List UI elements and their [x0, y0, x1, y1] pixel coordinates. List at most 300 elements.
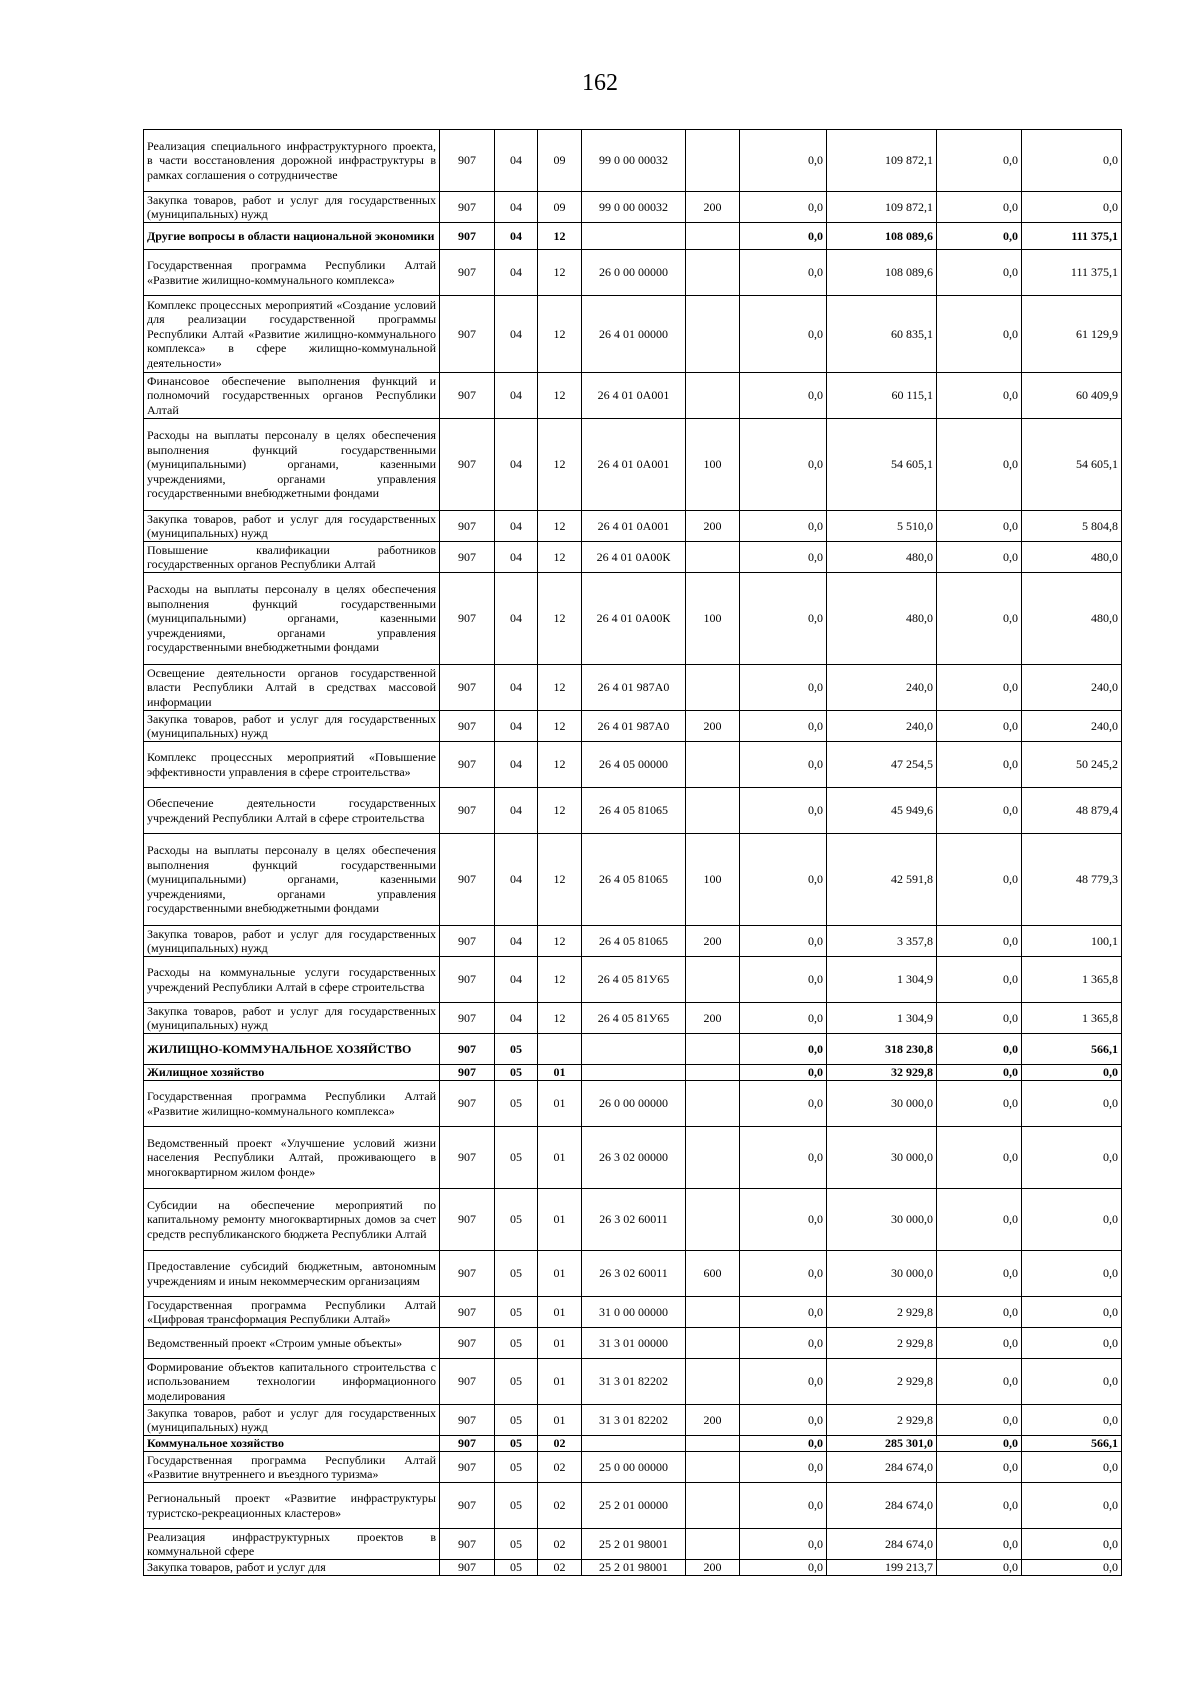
cell-sum-2: 240,0 [827, 711, 937, 742]
cell-expense-type: 200 [686, 1003, 740, 1034]
cell-sum-3: 0,0 [937, 250, 1022, 296]
cell-sum-3: 0,0 [937, 223, 1022, 250]
cell-expense-type: 600 [686, 1251, 740, 1297]
cell-ved: 907 [440, 573, 495, 665]
cell-sum-3: 0,0 [937, 1452, 1022, 1483]
cell-sum-2: 108 089,6 [827, 223, 937, 250]
cell-sum-3: 0,0 [937, 542, 1022, 573]
cell-sum-1: 0,0 [740, 1405, 827, 1436]
cell-section: 04 [495, 130, 538, 192]
cell-ved: 907 [440, 1529, 495, 1560]
cell-ved: 907 [440, 1452, 495, 1483]
cell-sum-1: 0,0 [740, 1127, 827, 1189]
cell-target-article: 26 4 05 81065 [582, 834, 686, 926]
cell-sum-4: 0,0 [1022, 1081, 1122, 1127]
cell-sum-3: 0,0 [937, 296, 1022, 373]
cell-name: ЖИЛИЩНО-КОММУНАЛЬНОЕ ХОЗЯЙСТВО [144, 1034, 440, 1065]
cell-sum-3: 0,0 [937, 1529, 1022, 1560]
cell-target-article: 26 3 02 60011 [582, 1189, 686, 1251]
cell-sum-3: 0,0 [937, 419, 1022, 511]
cell-subsection: 01 [538, 1405, 582, 1436]
cell-ved: 907 [440, 419, 495, 511]
cell-section: 04 [495, 542, 538, 573]
cell-section: 05 [495, 1297, 538, 1328]
cell-sum-1: 0,0 [740, 957, 827, 1003]
cell-expense-type [686, 1297, 740, 1328]
cell-name: Государственная программа Республики Алтай «Развитие жилищно-коммунального комплекса» [144, 250, 440, 296]
cell-section: 04 [495, 250, 538, 296]
cell-sum-2: 284 674,0 [827, 1452, 937, 1483]
cell-sum-2: 2 929,8 [827, 1328, 937, 1359]
cell-name: Закупка товаров, работ и услуг для государственных (муниципальных) нужд [144, 1405, 440, 1436]
cell-name: Региональный проект «Развитие инфраструктуры туристско-рекреационных кластеров» [144, 1483, 440, 1529]
cell-sum-2: 240,0 [827, 665, 937, 711]
cell-expense-type [686, 130, 740, 192]
table-row [144, 250, 1122, 296]
cell-sum-1: 0,0 [740, 192, 827, 223]
cell-subsection: 12 [538, 1003, 582, 1034]
cell-ved: 907 [440, 1560, 495, 1576]
cell-sum-3: 0,0 [937, 1297, 1022, 1328]
cell-name: Закупка товаров, работ и услуг для государственных (муниципальных) нужд [144, 1003, 440, 1034]
cell-expense-type [686, 1189, 740, 1251]
cell-target-article: 26 4 01 0А001 [582, 511, 686, 542]
cell-target-article: 26 4 05 81065 [582, 788, 686, 834]
cell-sum-3: 0,0 [937, 665, 1022, 711]
cell-sum-2: 60 115,1 [827, 373, 937, 419]
cell-sum-3: 0,0 [937, 1405, 1022, 1436]
cell-expense-type [686, 1359, 740, 1405]
cell-sum-4: 0,0 [1022, 1405, 1122, 1436]
cell-subsection: 01 [538, 1065, 582, 1081]
cell-target-article: 25 2 01 98001 [582, 1529, 686, 1560]
cell-expense-type [686, 296, 740, 373]
cell-name: Ведомственный проект «Улучшение условий жизни населения Республики Алтай, проживающего в многоквартирном жилом фонде» [144, 1127, 440, 1189]
cell-name: Реализация инфраструктурных проектов в коммунальной сфере [144, 1529, 440, 1560]
cell-subsection: 01 [538, 1297, 582, 1328]
cell-sum-3: 0,0 [937, 1081, 1022, 1127]
cell-sum-1: 0,0 [740, 130, 827, 192]
cell-sum-4: 0,0 [1022, 1483, 1122, 1529]
table-row [144, 130, 1122, 192]
cell-target-article: 26 3 02 60011 [582, 1251, 686, 1297]
cell-target-article: 26 4 01 00000 [582, 296, 686, 373]
cell-sum-3: 0,0 [937, 957, 1022, 1003]
cell-subsection: 12 [538, 419, 582, 511]
cell-name: Обеспечение деятельности государственных учреждений Республики Алтай в сфере строительства [144, 788, 440, 834]
cell-section: 04 [495, 957, 538, 1003]
cell-sum-1: 0,0 [740, 711, 827, 742]
cell-sum-3: 0,0 [937, 130, 1022, 192]
cell-sum-4: 0,0 [1022, 1251, 1122, 1297]
cell-sum-4: 111 375,1 [1022, 223, 1122, 250]
cell-sum-1: 0,0 [740, 1560, 827, 1576]
cell-target-article: 26 4 01 0А001 [582, 373, 686, 419]
cell-sum-1: 0,0 [740, 788, 827, 834]
cell-target-article: 25 2 01 98001 [582, 1560, 686, 1576]
cell-sum-2: 45 949,6 [827, 788, 937, 834]
cell-name: Расходы на выплаты персоналу в целях обеспечения выполнения функций государственными (муниципальными) органами, казенными учреждениями, органами управления государственными внебюджетными фондами [144, 419, 440, 511]
cell-target-article [582, 1436, 686, 1452]
cell-sum-2: 318 230,8 [827, 1034, 937, 1065]
cell-section: 04 [495, 419, 538, 511]
cell-section: 04 [495, 665, 538, 711]
cell-sum-4: 240,0 [1022, 711, 1122, 742]
cell-sum-1: 0,0 [740, 1359, 827, 1405]
cell-name: Жилищное хозяйство [144, 1065, 440, 1081]
cell-section: 05 [495, 1483, 538, 1529]
cell-sum-4: 0,0 [1022, 1359, 1122, 1405]
table-row [144, 1436, 1122, 1452]
table-row [144, 1405, 1122, 1436]
cell-section: 04 [495, 742, 538, 788]
cell-expense-type [686, 1529, 740, 1560]
cell-sum-1: 0,0 [740, 1189, 827, 1251]
cell-name: Государственная программа Республики Алтай «Цифровая трансформация Республики Алтай» [144, 1297, 440, 1328]
table-row [144, 1251, 1122, 1297]
cell-sum-2: 480,0 [827, 542, 937, 573]
cell-sum-3: 0,0 [937, 1328, 1022, 1359]
cell-target-article: 31 3 01 00000 [582, 1328, 686, 1359]
cell-name: Коммунальное хозяйство [144, 1436, 440, 1452]
cell-expense-type [686, 1127, 740, 1189]
cell-ved: 907 [440, 542, 495, 573]
cell-ved: 907 [440, 1405, 495, 1436]
table-row [144, 542, 1122, 573]
cell-sum-1: 0,0 [740, 1483, 827, 1529]
cell-sum-3: 0,0 [937, 926, 1022, 957]
cell-name: Ведомственный проект «Строим умные объекты» [144, 1328, 440, 1359]
cell-subsection: 12 [538, 223, 582, 250]
cell-sum-4: 566,1 [1022, 1034, 1122, 1065]
cell-name: Финансовое обеспечение выполнения функций и полномочий государственных органов Республики Алтай [144, 373, 440, 419]
cell-expense-type [686, 223, 740, 250]
cell-sum-3: 0,0 [937, 1065, 1022, 1081]
table-row [144, 192, 1122, 223]
cell-sum-3: 0,0 [937, 788, 1022, 834]
cell-expense-type [686, 1328, 740, 1359]
cell-expense-type [686, 1483, 740, 1529]
cell-sum-4: 0,0 [1022, 1297, 1122, 1328]
table-row [144, 373, 1122, 419]
cell-sum-4: 480,0 [1022, 542, 1122, 573]
cell-name: Предоставление субсидий бюджетным, автономным учреждениям и иным некоммерческим организациям [144, 1251, 440, 1297]
cell-subsection: 12 [538, 511, 582, 542]
cell-section: 05 [495, 1127, 538, 1189]
cell-section: 05 [495, 1034, 538, 1065]
cell-sum-4: 54 605,1 [1022, 419, 1122, 511]
cell-expense-type: 200 [686, 192, 740, 223]
cell-section: 04 [495, 788, 538, 834]
cell-ved: 907 [440, 926, 495, 957]
cell-section: 05 [495, 1529, 538, 1560]
table-row [144, 788, 1122, 834]
cell-sum-2: 5 510,0 [827, 511, 937, 542]
cell-ved: 907 [440, 373, 495, 419]
table-row [144, 1328, 1122, 1359]
cell-expense-type [686, 542, 740, 573]
cell-sum-4: 0,0 [1022, 1328, 1122, 1359]
cell-sum-1: 0,0 [740, 250, 827, 296]
table-row [144, 296, 1122, 373]
table-row [144, 1452, 1122, 1483]
cell-target-article: 26 4 01 987А0 [582, 711, 686, 742]
cell-expense-type: 100 [686, 834, 740, 926]
cell-ved: 907 [440, 511, 495, 542]
cell-sum-2: 1 304,9 [827, 1003, 937, 1034]
cell-subsection: 02 [538, 1529, 582, 1560]
cell-sum-4: 566,1 [1022, 1436, 1122, 1452]
cell-sum-1: 0,0 [740, 1297, 827, 1328]
cell-sum-3: 0,0 [937, 1251, 1022, 1297]
cell-ved: 907 [440, 1328, 495, 1359]
cell-sum-1: 0,0 [740, 1034, 827, 1065]
cell-ved: 907 [440, 1081, 495, 1127]
cell-ved: 907 [440, 957, 495, 1003]
cell-sum-2: 2 929,8 [827, 1297, 937, 1328]
cell-sum-2: 480,0 [827, 573, 937, 665]
cell-sum-2: 30 000,0 [827, 1127, 937, 1189]
cell-sum-1: 0,0 [740, 573, 827, 665]
cell-target-article [582, 223, 686, 250]
cell-sum-2: 1 304,9 [827, 957, 937, 1003]
cell-section: 04 [495, 511, 538, 542]
cell-sum-4: 61 129,9 [1022, 296, 1122, 373]
cell-ved: 907 [440, 1003, 495, 1034]
cell-section: 04 [495, 926, 538, 957]
cell-name: Комплекс процессных мероприятий «Повышение эффективности управления в сфере строительства» [144, 742, 440, 788]
cell-expense-type: 100 [686, 419, 740, 511]
cell-section: 05 [495, 1405, 538, 1436]
cell-ved: 907 [440, 1065, 495, 1081]
cell-target-article: 31 3 01 82202 [582, 1359, 686, 1405]
cell-sum-2: 32 929,8 [827, 1065, 937, 1081]
cell-sum-1: 0,0 [740, 1003, 827, 1034]
cell-target-article: 31 0 00 00000 [582, 1297, 686, 1328]
cell-sum-1: 0,0 [740, 742, 827, 788]
cell-expense-type [686, 1034, 740, 1065]
cell-sum-3: 0,0 [937, 373, 1022, 419]
cell-section: 05 [495, 1436, 538, 1452]
cell-ved: 907 [440, 1483, 495, 1529]
table-row [144, 1065, 1122, 1081]
cell-sum-1: 0,0 [740, 373, 827, 419]
cell-section: 04 [495, 1003, 538, 1034]
cell-expense-type [686, 742, 740, 788]
cell-sum-1: 0,0 [740, 223, 827, 250]
cell-sum-2: 30 000,0 [827, 1251, 937, 1297]
cell-sum-3: 0,0 [937, 1034, 1022, 1065]
cell-target-article: 26 4 05 81У65 [582, 1003, 686, 1034]
cell-subsection: 12 [538, 788, 582, 834]
cell-section: 04 [495, 296, 538, 373]
cell-sum-3: 0,0 [937, 711, 1022, 742]
cell-sum-3: 0,0 [937, 1127, 1022, 1189]
cell-sum-4: 0,0 [1022, 1452, 1122, 1483]
cell-subsection: 01 [538, 1189, 582, 1251]
cell-target-article: 26 4 01 0А00К [582, 573, 686, 665]
cell-section: 05 [495, 1081, 538, 1127]
cell-expense-type [686, 957, 740, 1003]
cell-sum-2: 54 605,1 [827, 419, 937, 511]
cell-sum-1: 0,0 [740, 834, 827, 926]
cell-target-article: 25 2 01 00000 [582, 1483, 686, 1529]
cell-section: 04 [495, 373, 538, 419]
cell-ved: 907 [440, 834, 495, 926]
cell-sum-1: 0,0 [740, 542, 827, 573]
cell-sum-1: 0,0 [740, 665, 827, 711]
cell-section: 04 [495, 223, 538, 250]
table-row [144, 511, 1122, 542]
cell-sum-3: 0,0 [937, 1359, 1022, 1405]
cell-name: Повышение квалификации работников государственных органов Республики Алтай [144, 542, 440, 573]
cell-ved: 907 [440, 711, 495, 742]
table-row [144, 834, 1122, 926]
cell-section: 04 [495, 573, 538, 665]
cell-ved: 907 [440, 665, 495, 711]
cell-sum-2: 60 835,1 [827, 296, 937, 373]
cell-subsection: 02 [538, 1560, 582, 1576]
cell-section: 05 [495, 1359, 538, 1405]
table-row [144, 1034, 1122, 1065]
cell-section: 04 [495, 711, 538, 742]
cell-sum-4: 60 409,9 [1022, 373, 1122, 419]
cell-sum-3: 0,0 [937, 192, 1022, 223]
cell-name: Реализация специального инфраструктурного проекта, в части восстановления дорожной инфраструктуры в рамках соглашения о сотрудничестве [144, 130, 440, 192]
cell-target-article: 26 4 05 81У65 [582, 957, 686, 1003]
cell-sum-3: 0,0 [937, 511, 1022, 542]
cell-sum-2: 42 591,8 [827, 834, 937, 926]
table-row [144, 926, 1122, 957]
cell-name: Государственная программа Республики Алтай «Развитие внутреннего и въездного туризма» [144, 1452, 440, 1483]
cell-section: 05 [495, 1560, 538, 1576]
cell-name: Закупка товаров, работ и услуг для государственных (муниципальных) нужд [144, 511, 440, 542]
cell-name: Другие вопросы в области национальной экономики [144, 223, 440, 250]
cell-sum-3: 0,0 [937, 1483, 1022, 1529]
table-row [144, 957, 1122, 1003]
cell-sum-4: 0,0 [1022, 192, 1122, 223]
cell-expense-type [686, 250, 740, 296]
cell-name: Государственная программа Республики Алтай «Развитие жилищно-коммунального комплекса» [144, 1081, 440, 1127]
table-row [144, 665, 1122, 711]
cell-name: Расходы на коммунальные услуги государственных учреждений Республики Алтай в сфере строительства [144, 957, 440, 1003]
table-row [144, 1189, 1122, 1251]
cell-sum-4: 480,0 [1022, 573, 1122, 665]
cell-sum-3: 0,0 [937, 573, 1022, 665]
cell-ved: 907 [440, 130, 495, 192]
cell-sum-3: 0,0 [937, 834, 1022, 926]
cell-sum-2: 47 254,5 [827, 742, 937, 788]
cell-name: Расходы на выплаты персоналу в целях обеспечения выполнения функций государственными (муниципальными) органами, казенными учреждениями, органами управления государственными внебюджетными фондами [144, 573, 440, 665]
cell-sum-4: 5 804,8 [1022, 511, 1122, 542]
cell-sum-2: 285 301,0 [827, 1436, 937, 1452]
cell-target-article: 99 0 00 00032 [582, 192, 686, 223]
cell-subsection: 02 [538, 1436, 582, 1452]
cell-name: Расходы на выплаты персоналу в целях обеспечения выполнения функций государственными (муниципальными) органами, казенными учреждениями, органами управления государственными внебюджетными фондами [144, 834, 440, 926]
cell-sum-2: 30 000,0 [827, 1189, 937, 1251]
cell-section: 05 [495, 1189, 538, 1251]
cell-section: 05 [495, 1065, 538, 1081]
cell-target-article: 26 0 00 00000 [582, 1081, 686, 1127]
cell-subsection: 01 [538, 1328, 582, 1359]
cell-sum-1: 0,0 [740, 1529, 827, 1560]
cell-target-article: 99 0 00 00032 [582, 130, 686, 192]
table-row [144, 1003, 1122, 1034]
cell-section: 05 [495, 1251, 538, 1297]
cell-sum-3: 0,0 [937, 1560, 1022, 1576]
cell-section: 05 [495, 1328, 538, 1359]
cell-sum-1: 0,0 [740, 1251, 827, 1297]
cell-subsection: 09 [538, 130, 582, 192]
cell-expense-type [686, 1081, 740, 1127]
cell-sum-1: 0,0 [740, 1452, 827, 1483]
cell-ved: 907 [440, 1034, 495, 1065]
cell-ved: 907 [440, 223, 495, 250]
cell-sum-4: 0,0 [1022, 1189, 1122, 1251]
cell-name: Формирование объектов капитального строительства с использованием технологии информационного моделирования [144, 1359, 440, 1405]
cell-sum-3: 0,0 [937, 742, 1022, 788]
table-row [144, 419, 1122, 511]
table-row [144, 223, 1122, 250]
cell-sum-4: 48 779,3 [1022, 834, 1122, 926]
table-row [144, 742, 1122, 788]
cell-sum-4: 1 365,8 [1022, 1003, 1122, 1034]
cell-subsection: 12 [538, 296, 582, 373]
cell-subsection: 01 [538, 1251, 582, 1297]
cell-ved: 907 [440, 1297, 495, 1328]
cell-subsection: 12 [538, 742, 582, 788]
cell-subsection: 02 [538, 1483, 582, 1529]
cell-sum-2: 108 089,6 [827, 250, 937, 296]
cell-sum-3: 0,0 [937, 1436, 1022, 1452]
cell-sum-4: 0,0 [1022, 130, 1122, 192]
cell-expense-type: 200 [686, 1405, 740, 1436]
cell-expense-type [686, 665, 740, 711]
cell-target-article: 26 4 05 00000 [582, 742, 686, 788]
cell-ved: 907 [440, 1127, 495, 1189]
cell-expense-type [686, 373, 740, 419]
cell-name: Комплекс процессных мероприятий «Создание условий для реализации государственной программы Республики Алтай «Развитие жилищно-коммунального комплекса» в сфере жилищно-коммунальной деятельности» [144, 296, 440, 373]
cell-sum-4: 0,0 [1022, 1560, 1122, 1576]
table-row [144, 1560, 1122, 1576]
cell-sum-2: 30 000,0 [827, 1081, 937, 1127]
cell-ved: 907 [440, 192, 495, 223]
cell-target-article: 26 0 00 00000 [582, 250, 686, 296]
cell-ved: 907 [440, 1359, 495, 1405]
cell-target-article [582, 1034, 686, 1065]
budget-table-body [144, 130, 1122, 1576]
cell-sum-4: 0,0 [1022, 1529, 1122, 1560]
cell-sum-1: 0,0 [740, 1081, 827, 1127]
cell-sum-1: 0,0 [740, 1436, 827, 1452]
cell-target-article: 26 4 01 0А00К [582, 542, 686, 573]
cell-ved: 907 [440, 250, 495, 296]
cell-target-article [582, 1065, 686, 1081]
cell-subsection: 12 [538, 373, 582, 419]
cell-sum-4: 0,0 [1022, 1065, 1122, 1081]
cell-sum-4: 100,1 [1022, 926, 1122, 957]
cell-sum-4: 111 375,1 [1022, 250, 1122, 296]
cell-sum-1: 0,0 [740, 419, 827, 511]
table-row [144, 1359, 1122, 1405]
cell-name: Субсидии на обеспечение мероприятий по капитальному ремонту многоквартирных домов за счет средств республиканского бюджета Республики Алтай [144, 1189, 440, 1251]
cell-section: 04 [495, 192, 538, 223]
cell-sum-2: 284 674,0 [827, 1529, 937, 1560]
cell-expense-type: 200 [686, 711, 740, 742]
cell-subsection: 12 [538, 834, 582, 926]
cell-expense-type: 200 [686, 1560, 740, 1576]
cell-sum-4: 50 245,2 [1022, 742, 1122, 788]
